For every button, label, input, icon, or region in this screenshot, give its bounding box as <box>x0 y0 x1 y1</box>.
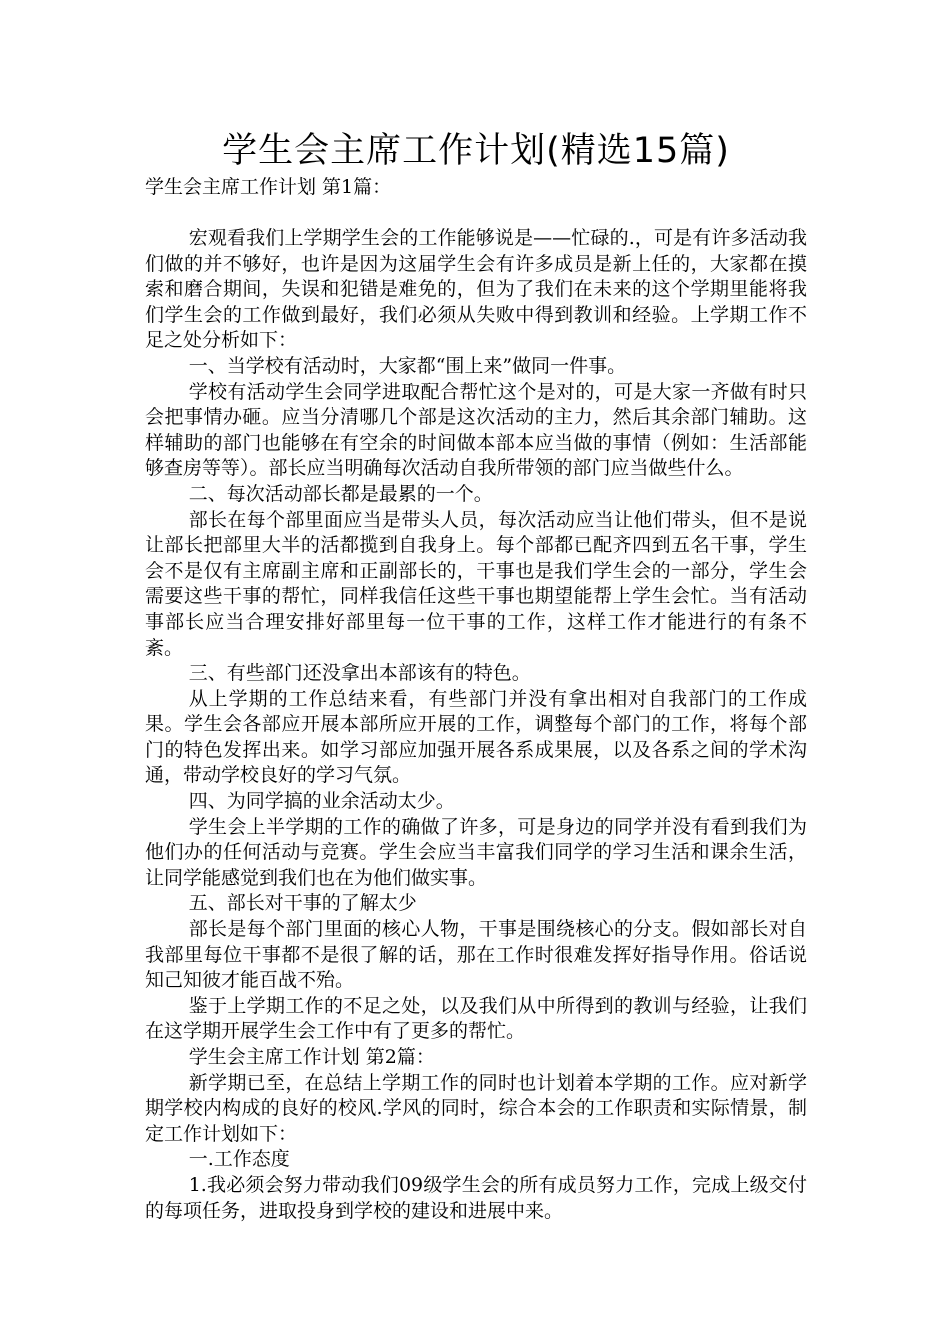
paragraph: 三、有些部门还没拿出本部该有的特色。 <box>188 662 531 685</box>
paragraph: 一、当学校有活动时，大家都“围上来”做同一件事。 <box>188 354 627 377</box>
paragraph: 五、部长对干事的了解太少 <box>188 892 417 915</box>
document-page <box>145 128 807 1224</box>
paragraph: 部长在每个部里面应当是带头人员，每次活动应当让他们带头，但不是说让部长把部里大半的活都揽到自我身上。每个部都已配齐四到五名干事，学生会不是仅有主席副主席和正副部长的，干事也是我们学生会的一部分，学生会需要这些干事的帮忙，同样我信任这些干事也期望能帮上学生会忙。当有活动事部长应当合理安排好部里每一位干事的工作，这样工作才能进行的有条不紊。 <box>145 508 807 659</box>
paragraph: 学生会上半学期的工作的确做了许多，可是身边的同学并没有看到我们为他们办的任何活动与竞赛。学生会应当丰富我们同学的学习生活和课余生活，让同学能感觉到我们也在为他们做实事。 <box>145 815 807 889</box>
document-body <box>145 226 807 1224</box>
section-heading-1: 学生会主席工作计划 第1篇： <box>145 176 392 198</box>
paragraph: 四、为同学搞的业余活动太少。 <box>188 790 455 813</box>
paragraph: 从上学期的工作总结来看，有些部门并没有拿出相对自我部门的工作成果。学生会各部应开展本部所应开展的工作，调整每个部门的工作，将每个部门的特色发挥出来。如学习部应加强开展各系成果展，以及各系之间的学术沟通，带动学校良好的学习气氛。 <box>145 687 807 787</box>
paragraph: 二、每次活动部长都是最累的一个。 <box>188 482 493 505</box>
paragraph: 新学期已至，在总结上学期工作的同时也计划着本学期的工作。应对新学期学校内构成的良好的校风.学风的同时，综合本会的工作职责和实际情景，制定工作计划如下： <box>145 1071 807 1145</box>
paragraph: 鉴于上学期工作的不足之处，以及我们从中所得到的教训与经验，让我们在这学期开展学生会工作中有了更多的帮忙。 <box>145 994 807 1043</box>
paragraph: 1.我必须会努力带动我们09级学生会的所有成员努力工作，完成上级交付的每项任务，进取投身到学校的建设和进展中来。 <box>145 1173 807 1222</box>
paragraph: 学校有活动学生会同学进取配合帮忙这个是对的，可是大家一齐做有时只会把事情办砸。应当分清哪几个部是这次活动的主力，然后其余部门辅助。这样辅助的部门也能够在有空余的时间做本部本应当做的事情（例如：生活部能够查房等等）。部长应当明确每次活动自我所带领的部门应当做些什么。 <box>145 380 807 480</box>
paragraph: 部长是每个部门里面的核心人物，干事是围绕核心的分支。假如部长对自我部里每位干事都不是很了解的话，那在工作时很难发挥好指导作用。俗话说知己知彼才能百战不殆。 <box>145 918 807 992</box>
paragraph: 学生会主席工作计划 第2篇： <box>188 1046 435 1068</box>
paragraph: 宏观看我们上学期学生会的工作能够说是——忙碌的.，可是有许多活动我们做的并不够好，也许是因为这届学生会有许多成员是新上任的，大家都在摸索和磨合期间，失误和犯错是难免的，但为了我们在未来的这个学期里能将我们学生会的工作做到最好，我们必须从失败中得到教训和经验。上学期工作不足之处分析如下： <box>145 227 807 352</box>
document-title: 学生会主席工作计划(精选15篇) <box>222 131 730 171</box>
paragraph: 一.工作态度 <box>188 1148 290 1171</box>
